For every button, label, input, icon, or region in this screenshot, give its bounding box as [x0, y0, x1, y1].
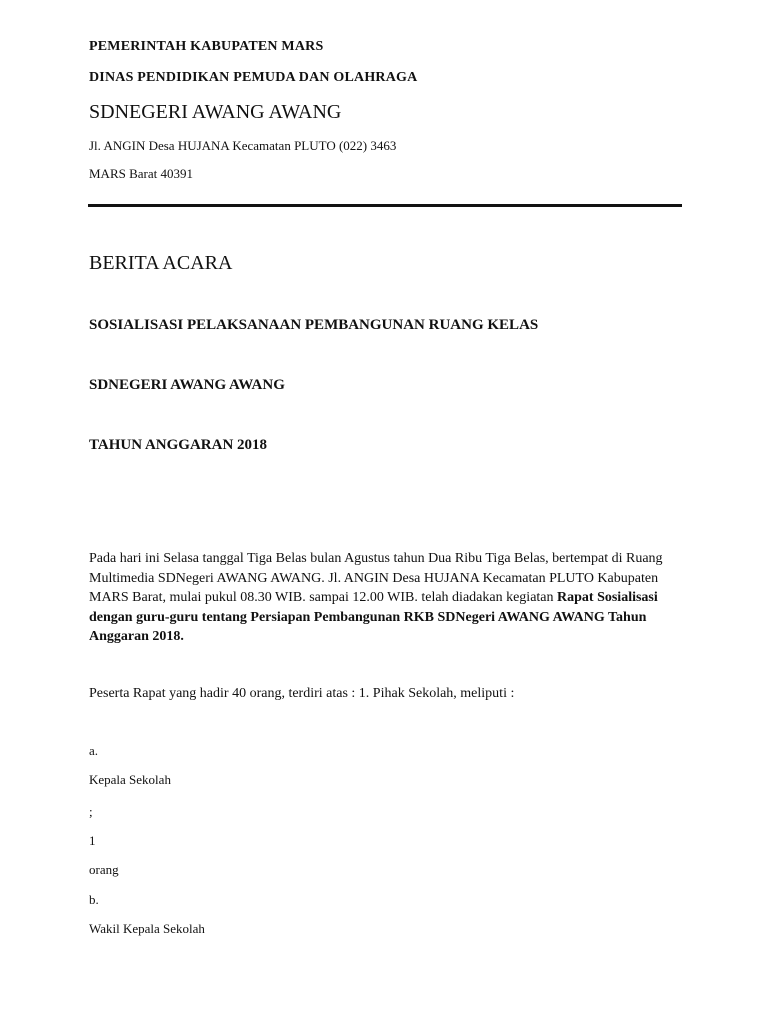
- body-paragraph-text: Pada hari ini Selasa tanggal Tiga Belas bulan Agustus tahun Dua Ribu Tiga Belas, bertempat di Ruang Multimedia SDNegeri AWANG AWANG. Jl. ANGIN Desa HUJANA Kecamatan PLUTO Kabupaten MARS Barat, mulai pukul 08.30 WIB. sampai 12.00 WIB. telah diadakan kegiatan: [89, 551, 663, 605]
- body-paragraph-bold: Rapat Sosialisasi dengan guru-guru tentang Persiapan Pembangunan RKB SDNegeri AWANG AWANG Tahun Anggaran 2018: [89, 590, 658, 644]
- body-paragraph-end: .: [180, 629, 184, 644]
- letterhead-address-line-2: MARS Barat 40391: [89, 166, 193, 181]
- list-line: a.: [89, 743, 99, 758]
- participants-line: Peserta Rapat yang hadir 40 orang, terdiri atas : 1. Pihak Sekolah, meliputi :: [89, 686, 515, 701]
- list-line: orang: [89, 862, 119, 877]
- letterhead-department: DINAS PENDIDIKAN PEMUDA DAN OLAHRAGA: [89, 70, 418, 85]
- list-line: ;: [89, 804, 93, 819]
- document-subtitle-2: SDNEGERI AWANG AWANG: [89, 377, 285, 393]
- document-subtitle-3: TAHUN ANGGARAN 2018: [89, 437, 268, 453]
- letterhead-divider: [88, 204, 682, 207]
- list-line: Kepala Sekolah: [89, 772, 171, 787]
- letterhead-government: PEMERINTAH KABUPATEN MARS: [89, 39, 324, 54]
- body-paragraph: [89, 549, 689, 647]
- list-line: 1: [89, 833, 96, 848]
- letterhead-school-name: SDNEGERI AWANG AWANG: [89, 101, 342, 123]
- document-subtitle-1: SOSIALISASI PELAKSANAAN PEMBANGUNAN RUANG KELAS: [89, 317, 539, 333]
- letterhead-address-line-1: Jl. ANGIN Desa HUJANA Kecamatan PLUTO (022) 3463: [89, 138, 397, 153]
- list-line: b.: [89, 892, 99, 907]
- list-line: Wakil Kepala Sekolah: [89, 921, 205, 936]
- document-title: BERITA ACARA: [89, 252, 233, 274]
